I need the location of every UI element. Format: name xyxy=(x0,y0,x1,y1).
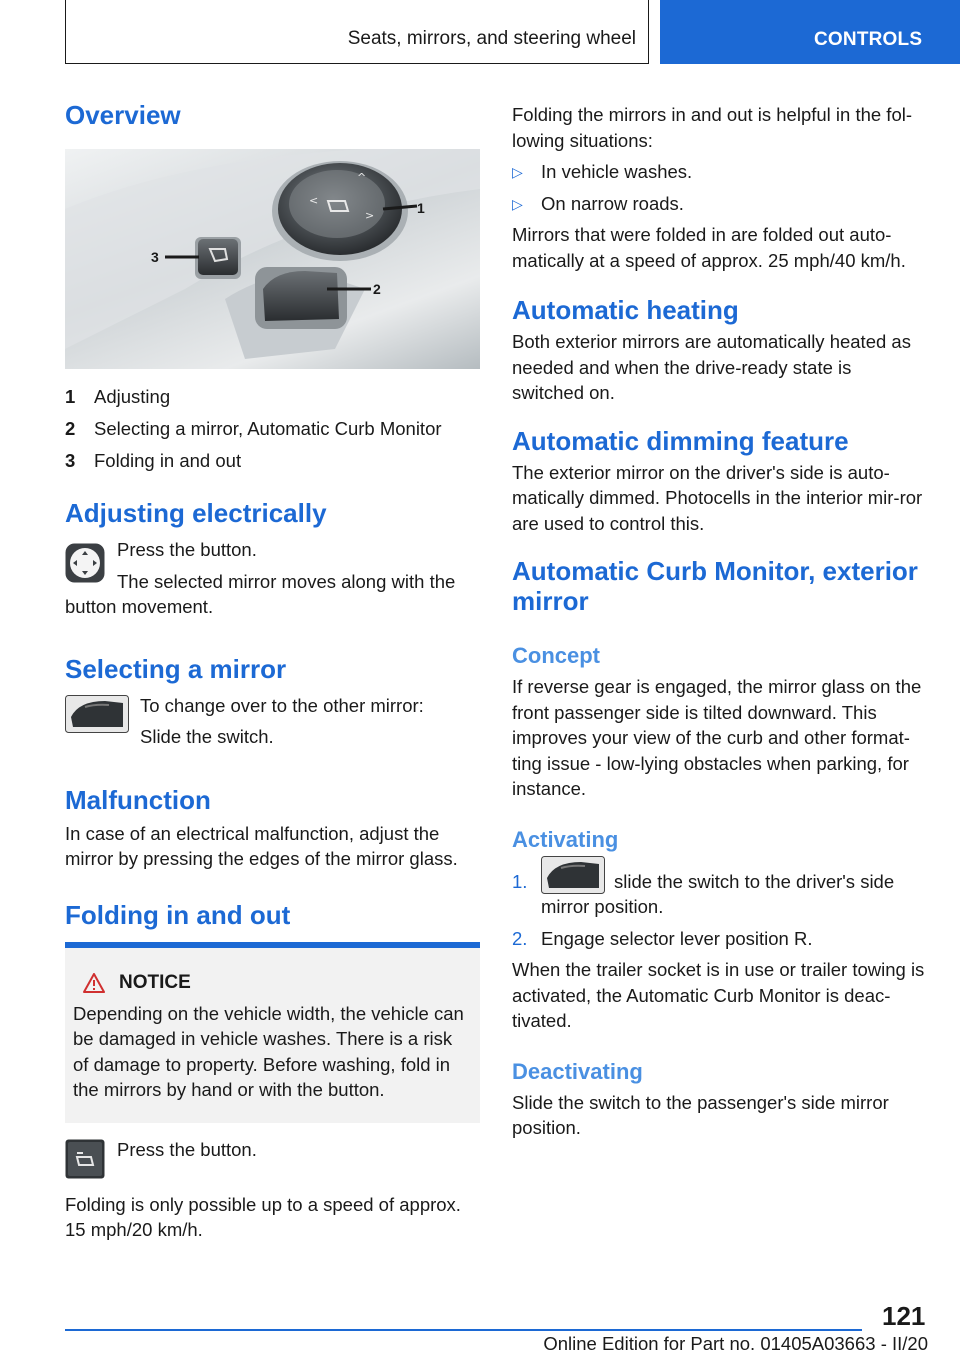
legend-item: 3 Folding in and out xyxy=(65,450,242,471)
notice-header xyxy=(83,972,471,994)
folding-intro: Folding the mirrors in and out is helpful in the fol‐lowing situations: xyxy=(512,104,913,151)
heating-heading: Automatic heating xyxy=(512,295,739,325)
chapter-title: Seats, mirrors, and steering wheel xyxy=(347,28,636,49)
deactivating-text: Slide the switch to the passenger's side mirror position. xyxy=(512,1091,889,1138)
callout-1: 1 xyxy=(417,200,425,216)
legend-item: 1 Adjusting xyxy=(65,386,171,407)
foldout-text: Mirrors that were folded in are folded out auto‐matically at a speed of approx. 25 mph/40 km/h. xyxy=(512,224,906,271)
section-title: CONTROLS xyxy=(814,29,923,50)
mirror-controls-illustration xyxy=(65,149,480,369)
page-number: 121 xyxy=(882,1301,926,1331)
concept-heading: Concept xyxy=(512,643,600,668)
list-item: 2. Engage selector lever position R. xyxy=(512,927,813,949)
notice-text: Depending on the vehicle width, the vehicle can be damaged in vehicle washes. There is a risk of damage to property. Before washing, fold in the mirrors by hand or with the button. xyxy=(73,1002,464,1100)
mirror-select-switch-icon xyxy=(541,856,605,894)
selecting-step: To change over to the other mirror: xyxy=(140,694,424,716)
adjusting-desc-cont: button movement. xyxy=(65,596,214,617)
photo-legend xyxy=(65,381,480,477)
svg-text:^: ^ xyxy=(357,171,367,184)
warning-triangle-icon xyxy=(83,973,105,993)
header-section-tab[interactable] xyxy=(660,0,960,64)
folding-speed-text: Folding is only possible up to a speed of approx. 15 mph/20 km/h. xyxy=(65,1193,461,1240)
adjusting-desc: The selected mirror moves along with the xyxy=(117,570,456,592)
callout-3: 3 xyxy=(151,249,159,265)
mirror-controls-photo xyxy=(65,149,480,369)
deactivating-heading: Deactivating xyxy=(512,1058,643,1084)
folding-heading: Folding in and out xyxy=(65,899,291,930)
mirror-adjust-button-icon xyxy=(65,543,105,583)
edition-text: Online Edition for Part no. 01405A03663 - II/20 xyxy=(543,1333,928,1354)
mirror-fold-button-icon xyxy=(65,1139,105,1179)
left-column xyxy=(65,100,480,1243)
list-item: ▷ On narrow roads. xyxy=(512,188,928,220)
mirror-select-switch-icon xyxy=(65,695,129,733)
notice-box xyxy=(65,942,480,1123)
right-column xyxy=(512,102,928,1141)
folding-step: Press the button. xyxy=(117,1138,257,1160)
malfunction-text: In case of an electrical malfunction, adjust the mirror by pressing the edges of the mirror glass. xyxy=(65,822,458,869)
activating-heading: Activating xyxy=(512,826,619,852)
overview-heading: Overview xyxy=(65,100,181,130)
trailer-text: When the trailer socket is in use or trailer towing is activated, the Automatic Curb Monitor is deac‐tivated. xyxy=(512,959,925,1031)
malfunction-heading: Malfunction xyxy=(65,784,211,815)
adjusting-step: Press the button. xyxy=(117,539,257,560)
dimming-heading: Automatic dimming feature xyxy=(512,425,849,456)
svg-text:<: < xyxy=(309,194,319,207)
svg-text:>: > xyxy=(365,209,375,222)
dimming-text: The exterior mirror on the driver's side is auto‐matically dimmed. Photocells in the interior mir‐ror are used to control this. xyxy=(512,461,923,534)
callout-2: 2 xyxy=(373,281,381,297)
legend-item: 2 Selecting a mirror, Automatic Curb Monitor xyxy=(65,418,442,439)
curb-monitor-heading: Automatic Curb Monitor, exterior mirror xyxy=(512,556,918,616)
adjusting-heading: Adjusting electrically xyxy=(65,498,327,528)
bullet-triangle-icon: ▷ xyxy=(512,196,523,212)
footer-divider xyxy=(65,1329,862,1331)
folding-block xyxy=(65,1137,480,1177)
selecting-heading: Selecting a mirror xyxy=(65,653,287,684)
notice-label: NOTICE xyxy=(119,971,191,993)
selecting-action: Slide the switch. xyxy=(140,726,274,747)
heating-text: Both exterior mirrors are automatically heated as needed and when the drive-ready state is switched on. xyxy=(512,331,911,403)
list-item: 1. slide the switch to the driver's side mirror position. xyxy=(512,869,928,920)
situations-list xyxy=(512,156,928,220)
bullet-triangle-icon: ▷ xyxy=(512,164,523,180)
activating-steps xyxy=(512,869,928,952)
adjusting-block xyxy=(65,537,480,620)
header-chapter-box xyxy=(65,0,649,64)
list-item: ▷ In vehicle washes. xyxy=(512,156,928,188)
selecting-block xyxy=(65,693,480,750)
concept-text: If reverse gear is engaged, the mirror glass on the front passenger side is tilted downward. This improves your view of the curb and other format‐ting issue - low-lying obstacles when parking, for instance. xyxy=(512,676,922,799)
